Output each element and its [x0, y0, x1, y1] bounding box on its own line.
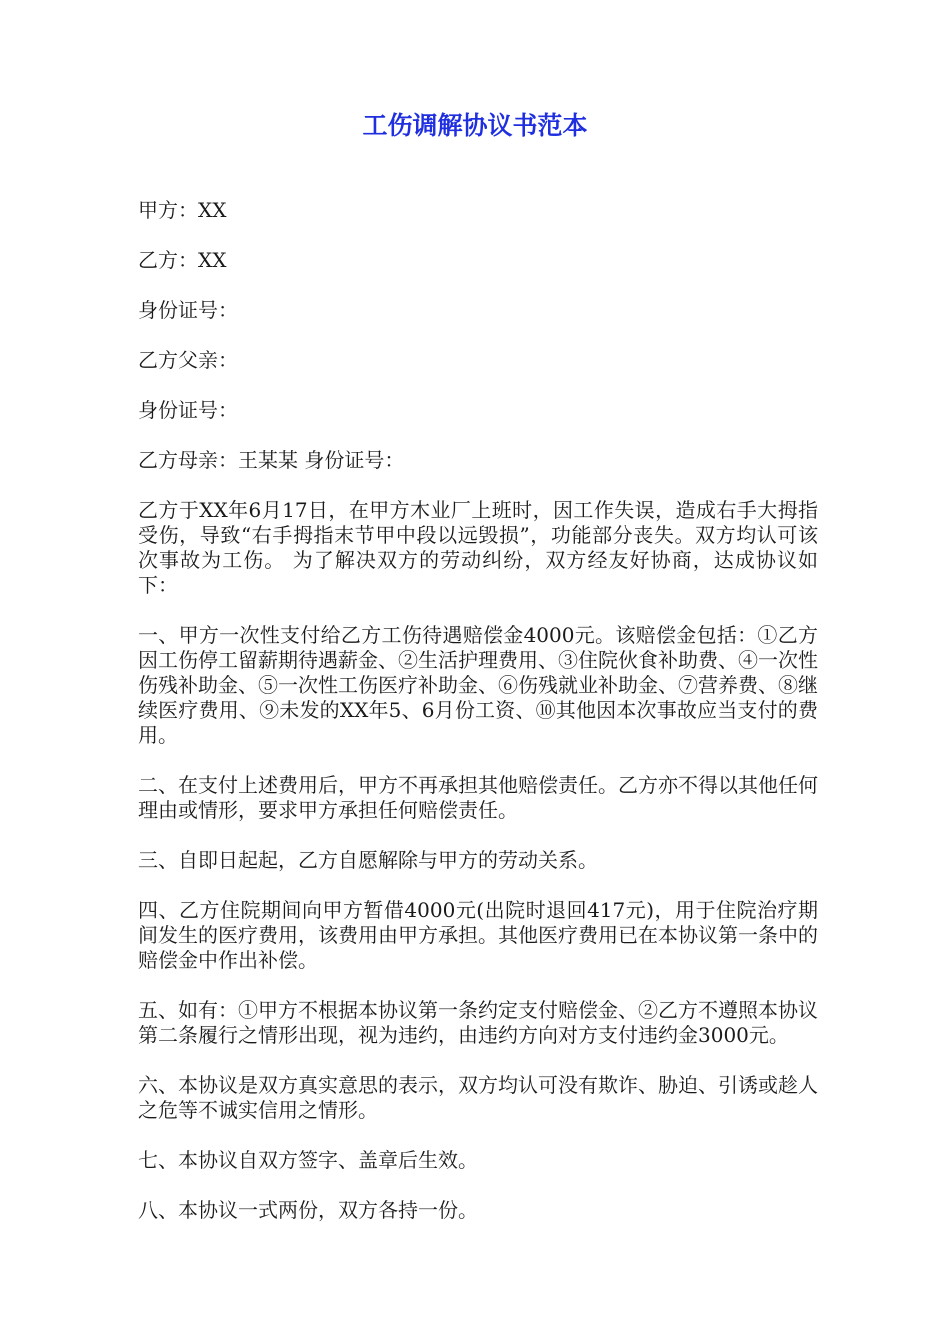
- document-title: 工伤调解协议书范本: [362, 111, 588, 140]
- father-id-number-line: 身份证号：: [138, 398, 238, 422]
- clause-8: 八、本协议一式两份，双方各持一份。: [138, 1198, 478, 1222]
- clause-5: 五、如有：①甲方不根据本协议第一条约定支付赔偿金、②乙方不遵照本协议第二条履行之情形出现，视为违约，由违约方向对方支付违约金3000元。: [138, 998, 818, 1047]
- clause-7: 七、本协议自双方签字、盖章后生效。: [138, 1148, 478, 1172]
- document-body: [138, 198, 818, 1248]
- id-number-line: 身份证号：: [138, 298, 238, 322]
- party-b-father-line: 乙方父亲：: [138, 348, 238, 372]
- party-b-line: 乙方：XX: [138, 248, 227, 272]
- clause-1: 一、甲方一次性支付给乙方工伤待遇赔偿金4000元。该赔偿金包括：①乙方因工伤停工留薪期待遇薪金、②生活护理费用、③住院伙食补助费、④一次性伤残补助金、⑤一次性工伤医疗补助金、⑥伤残就业补助金、⑦营养费、⑧继续医疗费用、⑨未发的XX年5、6月份工资、⑩其他因本次事故应当支付的费用。: [138, 623, 818, 747]
- incident-paragraph: 乙方于XX年6月17日，在甲方木业厂上班时，因工作失误，造成右手大拇指受伤，导致“右手拇指末节甲中段以远毁损”，功能部分丧失。双方均认可该次事故为工伤。 为了解决双方的劳动纠纷，双方经友好协商，达成协议如下：: [138, 498, 818, 597]
- clause-6: 六、本协议是双方真实意思的表示，双方均认可没有欺诈、胁迫、引诱或趁人之危等不诚实信用之情形。: [138, 1073, 818, 1122]
- clause-3: 三、自即日起起，乙方自愿解除与甲方的劳动关系。: [138, 848, 598, 872]
- party-b-mother-line: 乙方母亲：王某某 身份证号：: [138, 448, 405, 472]
- clause-2: 二、在支付上述费用后，甲方不再承担其他赔偿责任。乙方亦不得以其他任何理由或情形，要求甲方承担任何赔偿责任。: [138, 773, 818, 822]
- clause-4: 四、乙方住院期间向甲方暂借4000元(出院时退回417元)，用于住院治疗期间发生的医疗费用，该费用由甲方承担。其他医疗费用已在本协议第一条中的赔偿金中作出补偿。: [138, 898, 818, 972]
- party-a-line: 甲方：XX: [138, 198, 227, 222]
